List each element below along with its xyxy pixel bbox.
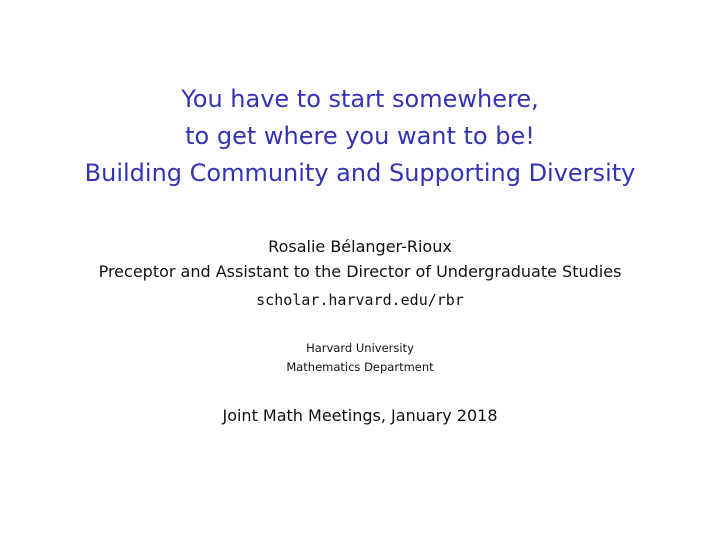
event-date: Joint Math Meetings, January 2018	[222, 406, 498, 425]
institute-department: Mathematics Department	[286, 360, 434, 374]
author-role: Preceptor and Assistant to the Director of Undergraduate Studies	[98, 262, 622, 281]
author-name: Rosalie Bélanger-Rioux	[268, 237, 452, 256]
institute-university: Harvard University	[306, 341, 414, 355]
title-line-2: to get where you want to be!	[185, 122, 535, 150]
institute-block	[0, 339, 720, 377]
title-line-3: Building Community and Supporting Diversity	[84, 159, 636, 187]
author-url: scholar.harvard.edu/rbr	[256, 291, 464, 309]
title-line-1: You have to start somewhere,	[181, 85, 539, 113]
slide-title	[0, 81, 720, 192]
